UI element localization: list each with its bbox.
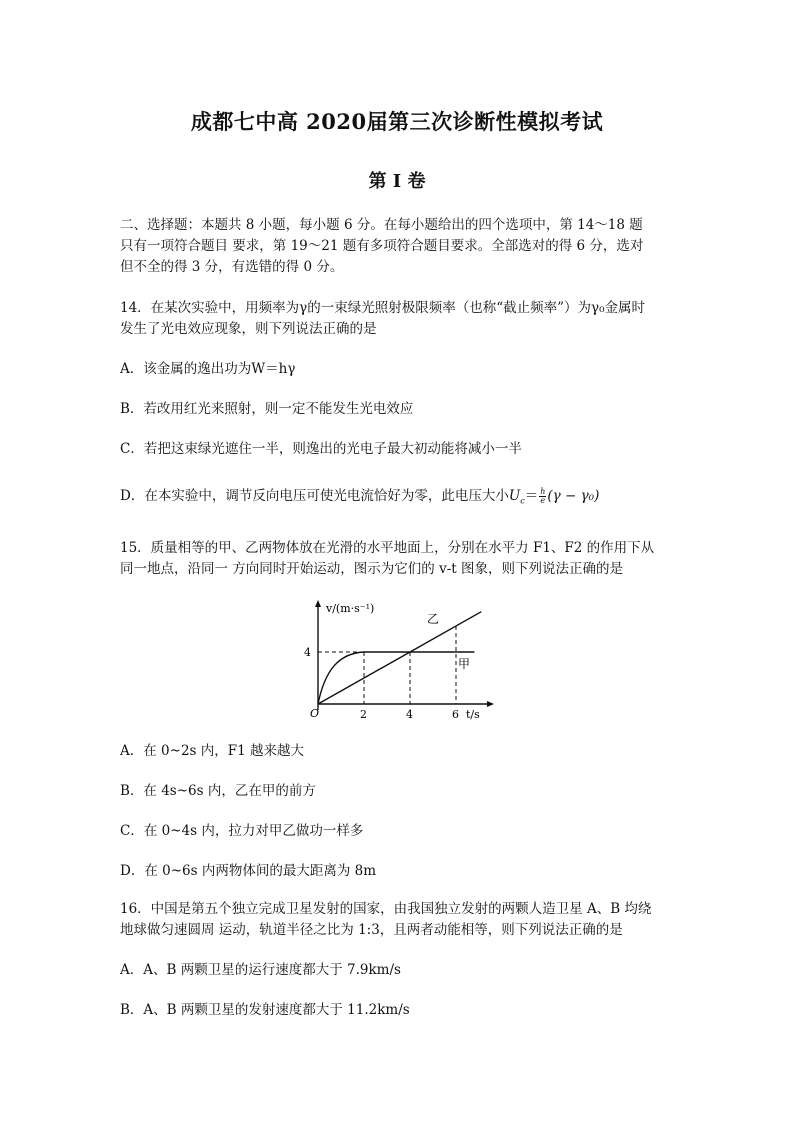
q15-option-c: C．在 0~4s 内，拉力对甲乙做功一样多 xyxy=(120,823,364,839)
x-tick-4: 4 xyxy=(406,708,413,721)
page-title: 成都七中高 2020届第三次诊断性模拟考试 xyxy=(190,109,604,134)
y-axis-arrow xyxy=(315,600,321,607)
q14-option-d-text: D．在本实验中，调节反向电压可使光电流恰好为零，此电压大小 xyxy=(120,488,509,504)
y-axis-label: v/(m·s⁻¹) xyxy=(326,602,375,615)
x-tick-6: 6 xyxy=(452,708,459,721)
q14-option-d-symbol: U xyxy=(508,488,521,504)
q14-option-b: B．若改用红光来照射，则一定不能发生光电效应 xyxy=(120,401,414,417)
legend-jia: 甲 xyxy=(458,657,471,671)
q14-option-a: A．该金属的逸出功为W＝hγ xyxy=(120,361,296,377)
x-axis-label: t/s xyxy=(466,708,480,721)
q16-option-b: B．A、B 两颗卫星的发射速度都大于 11.2km/s xyxy=(120,1002,410,1018)
legend-yi: 乙 xyxy=(427,612,440,626)
q14-line-1: 14．在某次实验中，用频率为γ的一束绿光照射极限频率（也称“截止频率”）为γ₀金属时 xyxy=(120,300,646,316)
q14-option-d-fraction xyxy=(539,488,546,505)
q16-line-2: 地球做匀速圆周 运动，轨道半径之比为 1:3，且两者动能相等，则下列说法正确的是 xyxy=(120,922,623,938)
section-instructions xyxy=(120,215,680,278)
section-line-3: 但不全的得 3 分，有选错的得 0 分。 xyxy=(120,259,344,275)
q14-option-c: C．若把这束绿光遮住一半，则逸出的光电子最大初动能将减小一半 xyxy=(120,441,522,457)
x-axis-arrow xyxy=(487,701,494,707)
q15-option-d: D．在 0~6s 内两物体间的最大距离为 8m xyxy=(120,863,377,879)
q16-option-a: A．A、B 两颗卫星的运行速度都大于 7.9km/s xyxy=(120,962,401,978)
q16-line-1: 16．中国是第五个独立完成卫星发射的国家，由我国独立发射的两颗人造卫星 A、B 均绕 xyxy=(120,901,652,917)
q14-option-d-tail: (γ − γ₀) xyxy=(547,488,600,504)
q15-option-b: B．在 4s~6s 内，乙在甲的前方 xyxy=(120,783,316,799)
question-14-stem xyxy=(120,298,680,340)
section-line-2: 只有一项符合题目 要求，第 19～21 题有多项符合题目要求。全部选对的得 6 分，选对 xyxy=(120,238,644,254)
question-16-stem xyxy=(120,899,680,941)
section-line-1: 二、选择题：本题共 8 小题，每小题 6 分。在每小题给出的四个选项中，第 14～18 题 xyxy=(120,217,643,233)
fraction-numerator: h xyxy=(540,487,546,496)
origin-label: O xyxy=(310,707,320,720)
volume-heading: 第 I 卷 xyxy=(368,171,426,192)
q14-option-d-equals: ＝ xyxy=(524,488,539,504)
q14-option-d xyxy=(120,486,599,512)
vt-graph xyxy=(300,598,500,728)
question-15-stem xyxy=(120,538,680,580)
q15-option-a: A．在 0~2s 内，F1 越来越大 xyxy=(120,743,304,759)
q14-line-2: 发生了光电效应现象，则下列说法正确的是 xyxy=(120,321,377,337)
y-tick-4: 4 xyxy=(304,646,311,659)
q15-line-2: 同一地点，沿同一 方向同时开始运动，图示为它们的 v-t 图象，则下列说法正确的是 xyxy=(120,561,623,577)
q15-line-1: 15．质量相等的甲、乙两物体放在光滑的水平地面上，分别在水平力 F1、F2 的作用下从 xyxy=(120,540,655,556)
x-tick-2: 2 xyxy=(360,708,367,721)
fraction-denominator: e xyxy=(540,496,546,505)
q14-option-d-subscript: c xyxy=(520,496,525,506)
